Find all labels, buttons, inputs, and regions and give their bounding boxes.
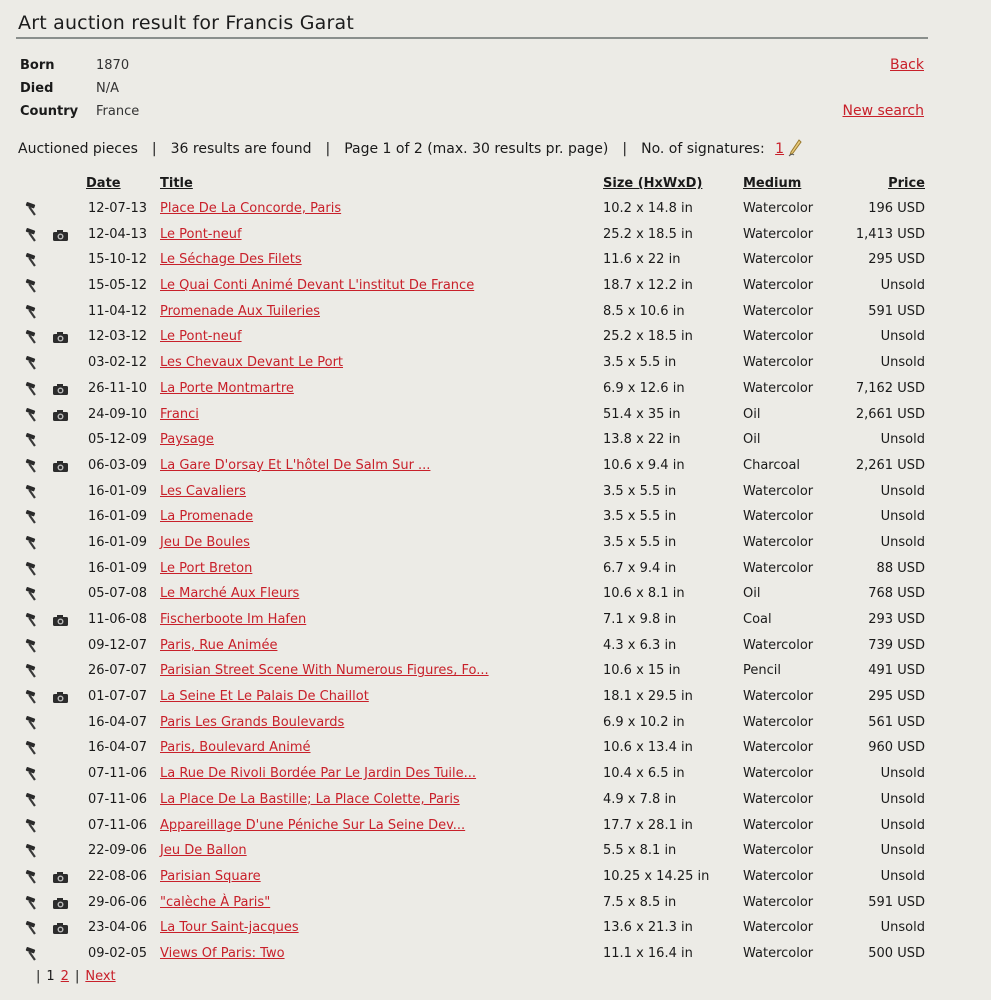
- gavel-icon: [25, 536, 41, 550]
- row-date: 06-03-09: [88, 457, 148, 473]
- gavel-icon: [25, 767, 41, 781]
- row-size: 13.6 x 21.3 in: [603, 920, 693, 936]
- row-title-link[interactable]: Les Chevaux Devant Le Port: [160, 355, 344, 371]
- row-price: Unsold: [880, 817, 925, 833]
- row-price: 491 USD: [868, 663, 925, 679]
- row-price: Unsold: [880, 483, 925, 499]
- row-title-link[interactable]: Le Port Breton: [160, 560, 253, 576]
- row-price: Unsold: [880, 766, 925, 782]
- row-price: Unsold: [880, 278, 925, 294]
- row-price: 7,162 USD: [855, 380, 925, 396]
- row-title-link[interactable]: Paris, Boulevard Animé: [160, 740, 311, 756]
- pagination-separator: |: [74, 969, 80, 984]
- row-price: 295 USD: [868, 689, 925, 705]
- row-size: 3.5 x 5.5 in: [603, 509, 677, 525]
- born-value: 1870: [96, 58, 130, 73]
- row-date: 12-03-12: [88, 329, 148, 345]
- camera-icon[interactable]: [52, 922, 69, 935]
- row-medium: Watercolor: [743, 637, 814, 653]
- row-medium: Watercolor: [743, 278, 814, 294]
- gavel-icon: [25, 356, 41, 370]
- row-title-link[interactable]: Views Of Paris: Two: [160, 945, 285, 961]
- row-date: 07-11-06: [88, 817, 148, 833]
- row-price: Unsold: [880, 791, 925, 807]
- row-medium: Watercolor: [743, 226, 814, 242]
- row-medium: Watercolor: [743, 560, 814, 576]
- row-medium: Coal: [743, 612, 772, 627]
- row-size: 11.6 x 22 in: [603, 252, 681, 268]
- row-medium: Watercolor: [743, 201, 814, 216]
- camera-icon[interactable]: [52, 614, 69, 627]
- row-date: 26-11-10: [88, 380, 148, 396]
- row-size: 18.1 x 29.5 in: [603, 689, 693, 705]
- row-title-link[interactable]: Paysage: [160, 432, 214, 448]
- row-price: 960 USD: [868, 740, 925, 756]
- row-date: 26-07-07: [88, 663, 148, 679]
- row-price: 739 USD: [868, 637, 925, 653]
- row-title-link[interactable]: Le Pont-neuf: [160, 329, 242, 345]
- row-title-link[interactable]: Place De La Concorde, Paris: [160, 201, 342, 216]
- row-size: 4.9 x 7.8 in: [603, 791, 677, 807]
- table-row: [0, 558, 991, 584]
- row-size: 7.1 x 9.8 in: [603, 612, 677, 627]
- pagination-next[interactable]: Next: [85, 969, 116, 984]
- row-medium: Watercolor: [743, 740, 814, 756]
- gavel-icon: [25, 921, 41, 935]
- gavel-icon: [25, 562, 41, 576]
- row-title-link[interactable]: Promenade Aux Tuileries: [160, 303, 320, 319]
- pen-icon[interactable]: [788, 139, 802, 157]
- column-header-size[interactable]: Size (HxWxD): [603, 176, 703, 191]
- row-date: 15-10-12: [88, 252, 148, 268]
- gavel-icon: [25, 716, 41, 730]
- table-row: [0, 481, 991, 507]
- row-size: 10.4 x 6.5 in: [603, 766, 685, 782]
- camera-icon[interactable]: [52, 409, 69, 422]
- row-medium: Watercolor: [743, 868, 814, 884]
- row-size: 10.6 x 15 in: [603, 663, 681, 679]
- row-date: 05-07-08: [88, 586, 148, 602]
- row-medium: Charcoal: [743, 457, 801, 473]
- camera-icon[interactable]: [52, 331, 69, 344]
- row-date: 29-06-06: [88, 894, 148, 910]
- row-date: 05-12-09: [88, 432, 148, 448]
- row-date: 16-01-09: [88, 560, 148, 576]
- row-size: 6.7 x 9.4 in: [603, 560, 677, 576]
- row-price: Unsold: [880, 355, 925, 371]
- row-price: 2,661 USD: [855, 406, 925, 422]
- page-title: Art auction result for Francis Garat: [18, 12, 354, 34]
- table-row: [0, 866, 991, 892]
- row-title-link[interactable]: La Porte Montmartre: [160, 380, 294, 396]
- table-row: [0, 224, 991, 250]
- row-medium: Watercolor: [743, 945, 814, 961]
- column-header-medium[interactable]: Medium: [743, 176, 802, 191]
- table-row: [0, 737, 991, 763]
- row-title-link[interactable]: Le Séchage Des Filets: [160, 252, 302, 268]
- gavel-icon: [25, 382, 41, 396]
- row-date: 24-09-10: [88, 406, 148, 422]
- row-size: 51.4 x 35 in: [603, 406, 681, 422]
- gavel-icon: [25, 228, 41, 242]
- row-medium: Watercolor: [743, 714, 814, 730]
- table-row: [0, 404, 991, 430]
- gavel-icon: [25, 664, 41, 678]
- row-title-link[interactable]: La Tour Saint-jacques: [160, 920, 299, 936]
- back-link[interactable]: Back: [890, 57, 924, 73]
- gavel-icon: [25, 485, 41, 499]
- row-date: 15-05-12: [88, 278, 148, 294]
- table-row: [0, 609, 991, 635]
- table-row: [0, 249, 991, 275]
- table-row: [0, 378, 991, 404]
- row-title-link[interactable]: Le Quai Conti Animé Devant L'institut De France: [160, 278, 475, 294]
- row-medium: Oil: [743, 432, 761, 448]
- summary-separator: |: [622, 141, 628, 157]
- summary-separator: |: [325, 141, 331, 157]
- table-row: [0, 352, 991, 378]
- table-row: [0, 712, 991, 738]
- row-size: 6.9 x 10.2 in: [603, 714, 685, 730]
- row-title-link[interactable]: Le Marché Aux Fleurs: [160, 586, 300, 602]
- gavel-icon: [25, 253, 41, 267]
- row-date: 16-01-09: [88, 483, 148, 499]
- row-date: 16-01-09: [88, 534, 148, 550]
- row-title-link[interactable]: Franci: [160, 406, 199, 422]
- row-size: 11.1 x 16.4 in: [603, 945, 693, 961]
- row-title-link[interactable]: La Place De La Bastille; La Place Colette, Paris: [160, 791, 460, 807]
- table-row: [0, 789, 991, 815]
- auctioned-pieces-label: Auctioned pieces: [18, 141, 138, 157]
- table-row: [0, 660, 991, 686]
- row-medium: Watercolor: [743, 920, 814, 936]
- pagination-separator: |: [36, 969, 41, 984]
- row-size: 10.2 x 14.8 in: [603, 201, 693, 216]
- row-medium: Watercolor: [743, 380, 814, 396]
- row-price: 591 USD: [868, 894, 925, 910]
- row-size: 25.2 x 18.5 in: [603, 329, 693, 345]
- row-price: 1,413 USD: [855, 226, 925, 242]
- row-title-link[interactable]: Le Pont-neuf: [160, 226, 242, 242]
- gavel-icon: [25, 690, 41, 704]
- summary-separator: |: [151, 141, 157, 157]
- row-medium: Watercolor: [743, 509, 814, 525]
- row-size: 5.5 x 8.1 in: [603, 843, 677, 859]
- table-row: [0, 532, 991, 558]
- row-medium: Watercolor: [743, 791, 814, 807]
- gavel-icon: [25, 844, 41, 858]
- row-price: 768 USD: [868, 586, 925, 602]
- row-medium: Watercolor: [743, 483, 814, 499]
- row-size: 8.5 x 10.6 in: [603, 303, 685, 319]
- table-row: [0, 917, 991, 943]
- table-row: [0, 943, 991, 969]
- camera-icon[interactable]: [52, 460, 69, 473]
- column-header-price[interactable]: Price: [888, 176, 925, 191]
- row-medium: Watercolor: [743, 843, 814, 859]
- results-count: 36 results are found: [170, 141, 312, 157]
- row-date: 03-02-12: [88, 355, 148, 371]
- row-price: Unsold: [880, 920, 925, 936]
- row-size: 13.8 x 22 in: [603, 432, 681, 448]
- new-search-link[interactable]: New search: [842, 103, 924, 119]
- row-title-link[interactable]: La Seine Et Le Palais De Chaillot: [160, 689, 369, 705]
- row-size: 3.5 x 5.5 in: [603, 534, 677, 550]
- table-row: [0, 326, 991, 352]
- gavel-icon: [25, 741, 41, 755]
- gavel-icon: [25, 819, 41, 833]
- table-row: [0, 815, 991, 841]
- row-date: 07-11-06: [88, 791, 148, 807]
- table-row: [0, 635, 991, 661]
- row-medium: Watercolor: [743, 534, 814, 550]
- pagination: [36, 969, 116, 984]
- row-date: 07-11-06: [88, 766, 148, 782]
- row-price: 196 USD: [868, 201, 925, 216]
- row-medium: Watercolor: [743, 355, 814, 371]
- signatures-label: No. of signatures:: [641, 141, 765, 157]
- row-price: 295 USD: [868, 252, 925, 268]
- row-title-link[interactable]: Paris Les Grands Boulevards: [160, 714, 345, 730]
- row-date: 23-04-06: [88, 920, 148, 936]
- gavel-icon: [25, 202, 41, 216]
- gavel-icon: [25, 459, 41, 473]
- row-medium: Watercolor: [743, 252, 814, 268]
- row-size: 10.6 x 9.4 in: [603, 457, 685, 473]
- row-date: 11-04-12: [88, 303, 148, 319]
- row-title-link[interactable]: Jeu De Boules: [160, 534, 250, 550]
- row-title-link[interactable]: Parisian Street Scene With Numerous Figures, Fo...: [160, 663, 489, 679]
- born-label: Born: [20, 58, 55, 73]
- row-title-link[interactable]: Les Cavaliers: [160, 483, 246, 499]
- column-header-title[interactable]: Title: [160, 176, 193, 191]
- row-date: 22-09-06: [88, 843, 148, 859]
- table-row: [0, 455, 991, 481]
- pagination-current-page: 1: [46, 969, 55, 984]
- row-title-link[interactable]: Paris, Rue Animée: [160, 637, 278, 653]
- row-medium: Watercolor: [743, 894, 814, 910]
- table-row: [0, 763, 991, 789]
- row-medium: Watercolor: [743, 329, 814, 345]
- row-date: 16-04-07: [88, 740, 148, 756]
- row-date: 12-04-13: [88, 226, 148, 242]
- row-size: 18.7 x 12.2 in: [603, 278, 693, 294]
- gavel-icon: [25, 587, 41, 601]
- camera-icon[interactable]: [52, 229, 69, 242]
- gavel-icon: [25, 305, 41, 319]
- row-price: 88 USD: [876, 560, 925, 576]
- gavel-icon: [25, 870, 41, 884]
- signatures-count-link[interactable]: 1: [775, 141, 785, 157]
- row-price: 2,261 USD: [855, 457, 925, 473]
- table-row: [0, 840, 991, 866]
- gavel-icon: [25, 613, 41, 627]
- row-date: 11-06-08: [88, 612, 148, 627]
- row-medium: Watercolor: [743, 689, 814, 705]
- row-date: 16-01-09: [88, 509, 148, 525]
- row-title-link[interactable]: La Rue De Rivoli Bordée Par Le Jardin Des Tuile...: [160, 766, 477, 782]
- gavel-icon: [25, 433, 41, 447]
- row-title-link[interactable]: La Promenade: [160, 509, 254, 525]
- camera-icon[interactable]: [52, 691, 69, 704]
- row-price: Unsold: [880, 534, 925, 550]
- row-title-link[interactable]: Fischerboote Im Hafen: [160, 612, 307, 627]
- row-price: Unsold: [880, 329, 925, 345]
- row-date: 22-08-06: [88, 868, 148, 884]
- row-date: 01-07-07: [88, 689, 148, 705]
- row-price: 591 USD: [868, 303, 925, 319]
- table-row: [0, 198, 991, 224]
- row-size: 10.6 x 8.1 in: [603, 586, 685, 602]
- row-title-link[interactable]: Jeu De Ballon: [160, 843, 247, 859]
- gavel-icon: [25, 330, 41, 344]
- row-price: Unsold: [880, 509, 925, 525]
- row-date: 16-04-07: [88, 714, 148, 730]
- table-row: [0, 275, 991, 301]
- row-size: 10.6 x 13.4 in: [603, 740, 693, 756]
- row-title-link[interactable]: "calèche À Paris": [160, 894, 271, 910]
- row-size: 3.5 x 5.5 in: [603, 355, 677, 371]
- row-size: 25.2 x 18.5 in: [603, 226, 693, 242]
- results-table: [0, 198, 991, 969]
- gavel-icon: [25, 279, 41, 293]
- camera-icon[interactable]: [52, 383, 69, 396]
- row-title-link[interactable]: Parisian Square: [160, 868, 261, 884]
- table-row: [0, 429, 991, 455]
- died-value: N/A: [96, 81, 119, 96]
- table-row: [0, 506, 991, 532]
- gavel-icon: [25, 896, 41, 910]
- row-medium: Pencil: [743, 663, 781, 679]
- pagination-page-2[interactable]: 2: [60, 969, 69, 984]
- country-value: France: [96, 104, 140, 119]
- row-size: 10.25 x 14.25 in: [603, 868, 710, 884]
- died-label: Died: [20, 81, 54, 96]
- row-price: Unsold: [880, 868, 925, 884]
- title-divider: [16, 37, 928, 39]
- row-medium: Watercolor: [743, 766, 814, 782]
- row-price: Unsold: [880, 843, 925, 859]
- table-row: [0, 892, 991, 918]
- row-medium: Watercolor: [743, 303, 814, 319]
- row-date: 12-07-13: [88, 201, 148, 216]
- gavel-icon: [25, 639, 41, 653]
- row-medium: Oil: [743, 586, 761, 602]
- row-size: 6.9 x 12.6 in: [603, 380, 685, 396]
- gavel-icon: [25, 947, 41, 961]
- gavel-icon: [25, 510, 41, 524]
- row-medium: Watercolor: [743, 817, 814, 833]
- row-price: 561 USD: [868, 714, 925, 730]
- row-title-link[interactable]: La Gare D'orsay Et L'hôtel De Salm Sur ...: [160, 457, 431, 473]
- results-summary: [18, 139, 802, 157]
- gavel-icon: [25, 793, 41, 807]
- row-price: Unsold: [880, 432, 925, 448]
- table-row: [0, 301, 991, 327]
- row-date: 09-12-07: [88, 637, 148, 653]
- row-price: 293 USD: [868, 612, 925, 627]
- camera-icon[interactable]: [52, 871, 69, 884]
- table-row: [0, 686, 991, 712]
- country-label: Country: [20, 104, 79, 119]
- table-row: [0, 583, 991, 609]
- column-header-date[interactable]: Date: [86, 176, 121, 191]
- gavel-icon: [25, 408, 41, 422]
- camera-icon[interactable]: [52, 897, 69, 910]
- row-price: 500 USD: [868, 945, 925, 961]
- row-size: 17.7 x 28.1 in: [603, 817, 693, 833]
- row-size: 4.3 x 6.3 in: [603, 637, 677, 653]
- row-size: 3.5 x 5.5 in: [603, 483, 677, 499]
- page-info: Page 1 of 2 (max. 30 results pr. page): [344, 141, 609, 157]
- row-medium: Oil: [743, 406, 761, 422]
- row-size: 7.5 x 8.5 in: [603, 894, 677, 910]
- row-title-link[interactable]: Appareillage D'une Péniche Sur La Seine Dev...: [160, 817, 466, 833]
- row-date: 09-02-05: [88, 945, 148, 961]
